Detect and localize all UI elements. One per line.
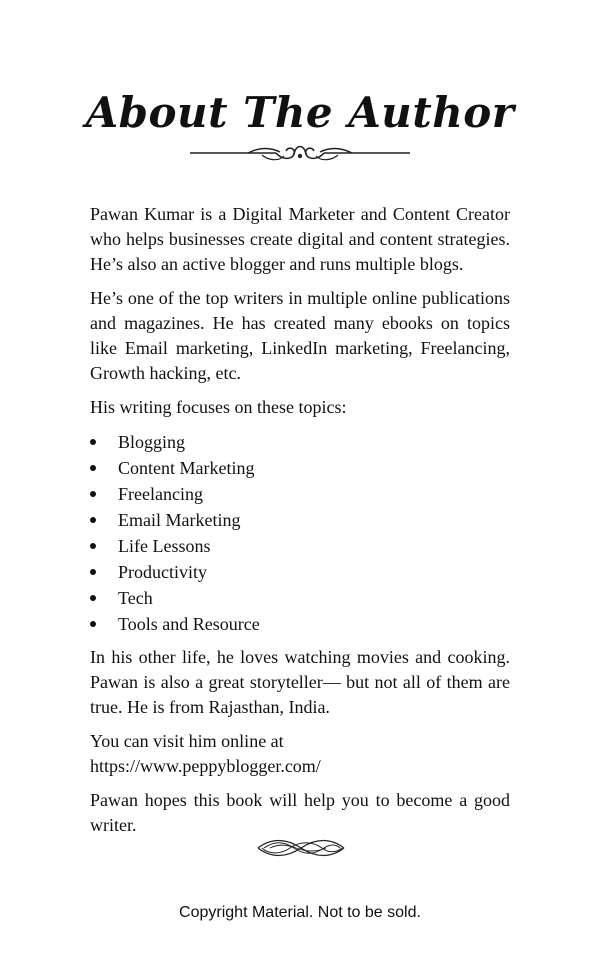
page-title: About The Author bbox=[85, 88, 515, 137]
writing-paragraph: He’s one of the top writers in multiple online publications and magazines. He has created many ebooks on topics like Email marketing, LinkedIn marketing, Freelancing, Growth hacking, etc. bbox=[90, 288, 510, 383]
bullet-icon bbox=[90, 543, 96, 549]
list-item: Tech bbox=[90, 585, 510, 611]
bullet-icon bbox=[90, 595, 96, 601]
hope-paragraph: Pawan hopes this book will help you to become a good writer. bbox=[90, 790, 510, 835]
bullet-icon bbox=[90, 569, 96, 575]
bullet-icon bbox=[90, 465, 96, 471]
list-item: Life Lessons bbox=[90, 533, 510, 559]
topic-list bbox=[90, 429, 510, 637]
author-bio bbox=[90, 202, 510, 847]
focus-paragraph: His writing focuses on these topics: bbox=[90, 397, 347, 417]
copyright-footer: Copyright Material. Not to be sold. bbox=[179, 904, 421, 921]
website-url[interactable]: https://www.peppyblogger.com/ bbox=[90, 756, 321, 776]
list-item: Email Marketing bbox=[90, 507, 510, 533]
bullet-icon bbox=[90, 491, 96, 497]
ornamental-braid-divider-icon bbox=[256, 836, 346, 860]
visit-paragraph bbox=[90, 729, 510, 779]
list-item: Productivity bbox=[90, 559, 510, 585]
other-life-paragraph: In his other life, he loves watching movies and cooking. Pawan is also a great storyteller— but not all of them are true. He is from Rajasthan, India. bbox=[90, 647, 510, 717]
visit-text: You can visit him online at bbox=[90, 731, 284, 751]
intro-paragraph: Pawan Kumar is a Digital Marketer and Content Creator who helps businesses create digital and content strategies. He’s also an active blogger and runs multiple blogs. bbox=[90, 204, 510, 274]
list-item: Tools and Resource bbox=[90, 611, 510, 637]
list-item: Freelancing bbox=[90, 481, 510, 507]
ornamental-flourish-divider-icon bbox=[188, 142, 412, 164]
list-item: Blogging bbox=[90, 429, 510, 455]
bullet-icon bbox=[90, 517, 96, 523]
bullet-icon bbox=[90, 439, 96, 445]
bullet-icon bbox=[90, 621, 96, 627]
list-item: Content Marketing bbox=[90, 455, 510, 481]
